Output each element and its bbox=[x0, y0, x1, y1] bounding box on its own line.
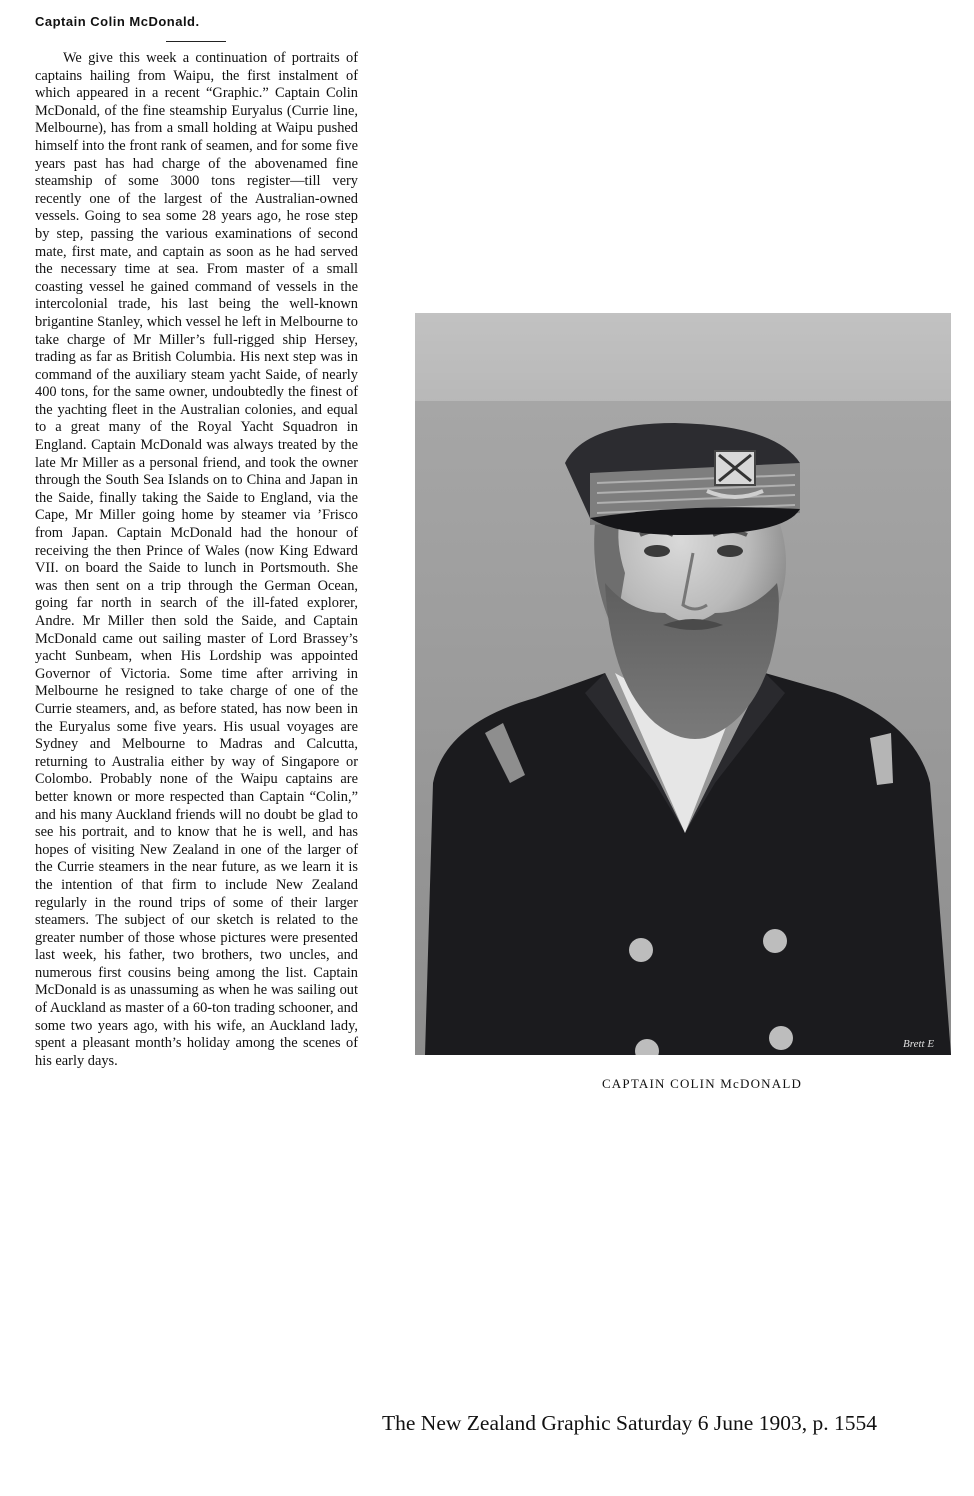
right-eye bbox=[717, 545, 743, 557]
photographer-signature: Brett E bbox=[903, 1038, 935, 1050]
article-headline: Captain Colin McDonald. bbox=[35, 14, 200, 29]
portrait-photo bbox=[415, 313, 951, 1055]
bleed-through-text bbox=[468, 2, 471, 17]
photo-top-band bbox=[415, 313, 951, 401]
article-body: We give this week a continuation of portraits of captains hailing from Waipu, the first instalment of which appeared in a recent “Graphic.” Captain Colin McDonald, of the fine steamship Euryalus (Currie line, Melbourne), has from a small holding at Waipu pushed himself into the front rank of seamen, and for some five years past has had charge of the abovenamed fine steamship of some 3000 tons register—till very recently one of the largest of the Australian-owned vessels. Going to sea some 28 years ago, he rose step by step, passing the various examinations of second mate, first mate, and captain as soon as he had served the necessary time at sea. From master of a small coasting vessel he gained command of vessels in the intercolonial trade, his last being the well-known brigantine Stanley, which vessel he left in Melbourne to take charge of Mr Miller’s full-rigged ship Hersey, trading as far as British Columbia. His next step was in command of the auxiliary steam yacht Saide, of nearly 400 tons, for the same owner, undoubtedly the finest of the yachting fleet in the Australian colonies, and equal to a great many of the Royal Yacht Squadron in England. Captain McDonald was always treated by the late Mr Miller as a personal friend, and took the owner through the South Sea Islands on to China and Japan in the Saide, finally taking the Saide to England, via the Cape, Mr Miller going home by steamer via ’Frisco from Japan. Captain McDonald had the honour of receiving the then Prince of Wales (now King Edward VII. on board the Saide to lunch in Portsmouth. She was then sent on a trip through the German Ocean, going far north in search of the ill-fated explorer, Andre. Mr Miller then sold the Saide, and Captain McDonald came out sailing master of Lord Brassey’s yacht Sunbeam, when His Lordship was appointed Governor of Victoria. Some time after arriving in Melbourne he resigned to take charge of one of the Currie steamers, and, as before stated, has now been in the Euryalus some five years. His usual voyages are Sydney and Melbourne to Madras and Calcutta, returning to Australia either by way of Singapore or Colombo. Probably none of the Waipu captains are better known or more respected than Captain “Colin,” and his many Auckland friends will no doubt be glad to see his portrait, and to know that he is well, and has hopes of visiting New Zealand in one of the larger of the Currie steamers in the near future, as we learn it is the intention of that firm to include New Zealand regularly in the round trips of some of their larger steamers. The subject of our sketch is related to the greater number of those whose pictures were presented last week, his father, two brothers, two uncles, and numerous first cousins being among the list. Captain McDonald is as unassuming as when he was sailing out of Auckland as master of a 60-ton trading schooner, and some two years ago, with his wife, an Auckland lady, spent a pleasant month’s holiday among the scenes of his early days. bbox=[35, 50, 358, 1069]
portrait-illustration bbox=[415, 313, 951, 1055]
article-column bbox=[30, 12, 362, 1070]
portrait-caption: CAPTAIN COLIN McDONALD bbox=[601, 1076, 803, 1091]
headline-rule bbox=[166, 41, 226, 42]
left-eye bbox=[644, 545, 670, 557]
source-citation: The New Zealand Graphic Saturday 6 June 1903, p. 1554 bbox=[382, 1411, 877, 1435]
